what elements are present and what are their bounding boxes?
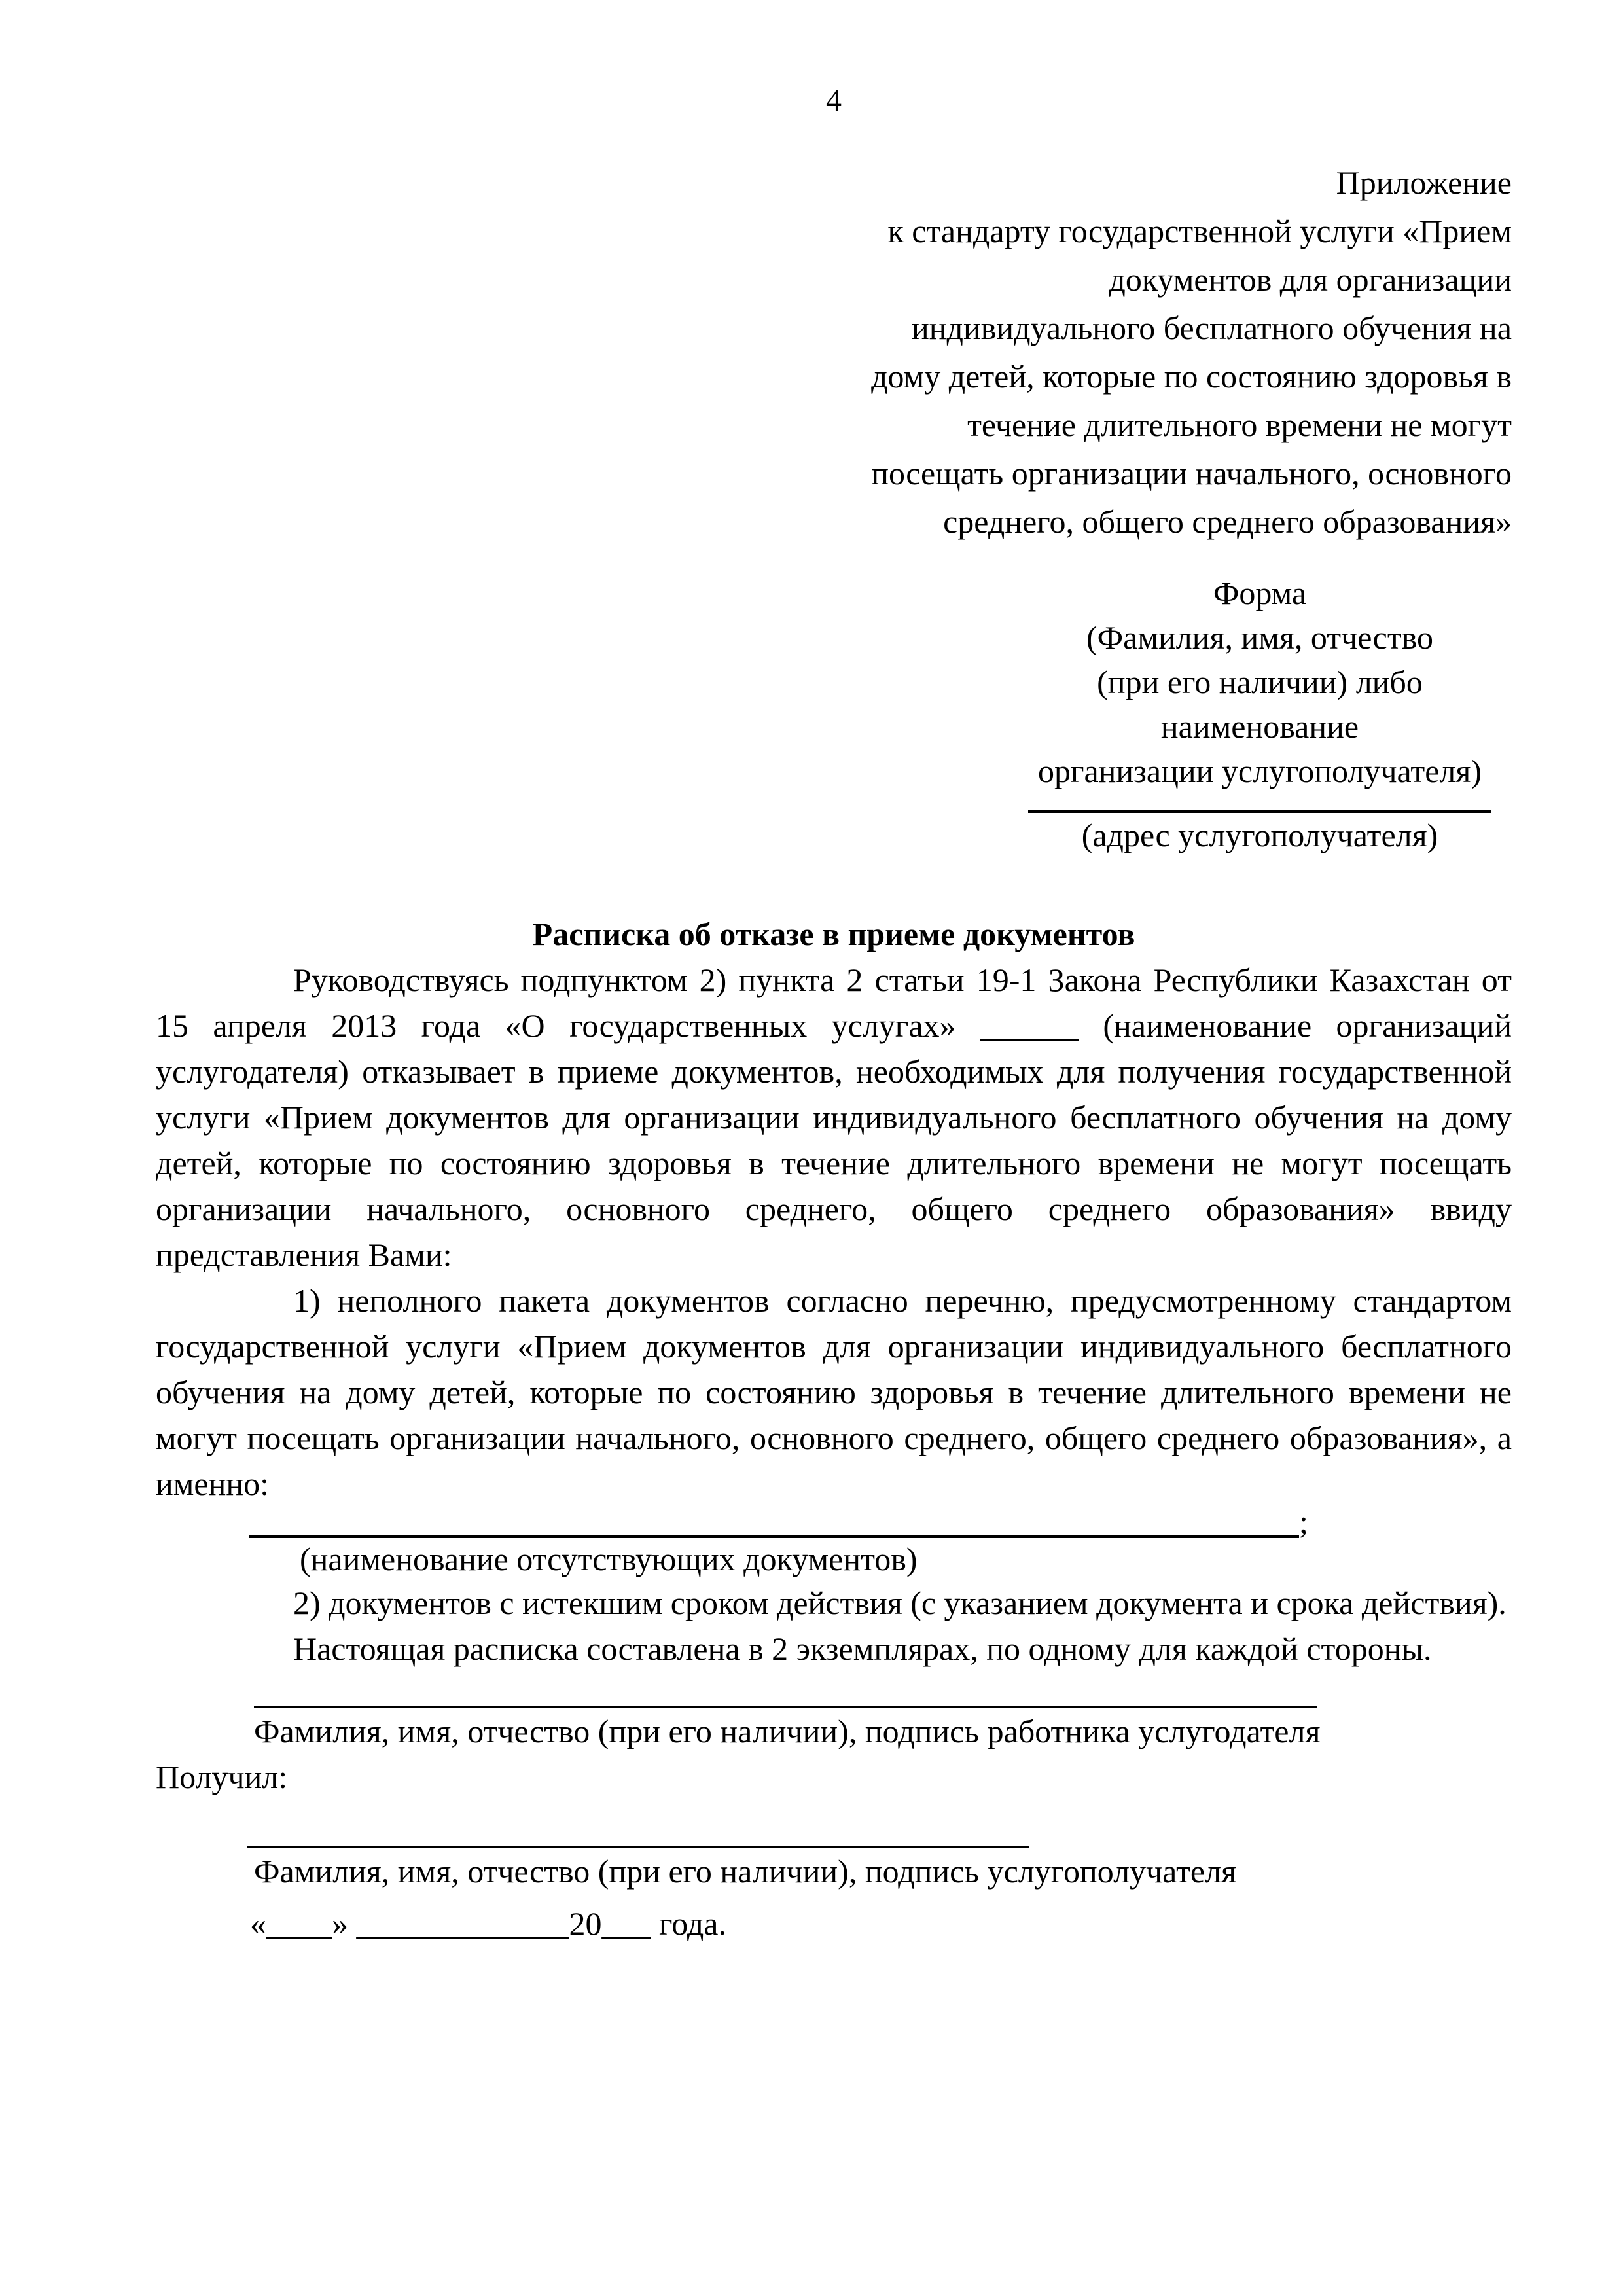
address-caption: (адрес услугополучателя): [1081, 817, 1438, 853]
form-label-line: наименование: [1160, 708, 1359, 745]
missing-docs-blank-row: [156, 1503, 1512, 1540]
missing-docs-caption: (наименование отсутствующих документов): [300, 1541, 918, 1577]
address-blank-line: [1028, 796, 1491, 813]
paragraph-copies-note: Настоящая расписка составлена в 2 экземплярах, по одному для каждой стороны.: [293, 1630, 1432, 1667]
form-label-block: [1008, 571, 1512, 855]
page-number: 4: [826, 83, 842, 118]
form-label-line: (Фамилия, имя, отчество: [1086, 619, 1433, 656]
semicolon-text: ;: [1299, 1503, 1308, 1540]
document-title: Расписка об отказе в приеме документов: [532, 916, 1135, 952]
recipient-signature-line: [247, 1829, 1029, 1848]
paragraph-item-2: 2) документов с истекшим сроком действия (с указанием документа и срока действия).: [293, 1585, 1507, 1621]
provider-signature-line: [254, 1689, 1317, 1708]
recipient-signature-caption: Фамилия, имя, отчество (при его наличии), подпись услугополучателя: [254, 1853, 1237, 1890]
appendix-line: дому детей, которые по состоянию здоровья в: [871, 358, 1512, 395]
form-label-line: организации услугополучателя): [1037, 753, 1482, 789]
appendix-line: течение длительного времени не могут: [967, 406, 1512, 443]
paragraph-legal-basis: Руководствуясь подпунктом 2) пункта 2 статьи 19-1 Закона Республики Казахстан от 15 апреля 2013 года «О государственных услугах» ______ (наименование организаций услугодателя) отказывает в приеме документов, необходимых для получения государственной услуги «Прием документов для организации индивидуального бесплатного обучения на дому детей, которые по состоянию здоровья в течение длительного времени не могут посещать организации начального, основного среднего, общего среднего образования» ввиду представления Вами:: [156, 961, 1512, 1273]
date-blank-line: «____» _____________20___ года.: [250, 1905, 726, 1942]
form-label-line: Форма: [1213, 575, 1307, 611]
paragraph-item-1: 1) неполного пакета документов согласно перечню, предусмотренному стандартом государственной услуги «Прием документов для организации индивидуального бесплатного обучения на дому детей, которые по состоянию здоровья в течение длительного времени не могут посещать организации начального, основного среднего, общего среднего образования», а именно:: [156, 1282, 1512, 1502]
appendix-line: Приложение: [1336, 164, 1512, 201]
appendix-block: [156, 158, 1512, 546]
appendix-line: документов для организации: [1109, 261, 1512, 298]
appendix-line: среднего, общего среднего образования»: [943, 503, 1512, 540]
appendix-line: посещать организации начального, основного: [871, 455, 1512, 492]
appendix-line: индивидуального бесплатного обучения на: [912, 310, 1512, 346]
provider-signature-caption: Фамилия, имя, отчество (при его наличии), подпись работника услугодателя: [254, 1713, 1321, 1749]
appendix-line: к стандарту государственной услуги «Прием: [887, 213, 1512, 249]
form-label-line: (при его наличии) либо: [1097, 664, 1423, 700]
missing-docs-blank-line: [249, 1507, 1299, 1538]
received-label: Получил:: [156, 1759, 288, 1795]
